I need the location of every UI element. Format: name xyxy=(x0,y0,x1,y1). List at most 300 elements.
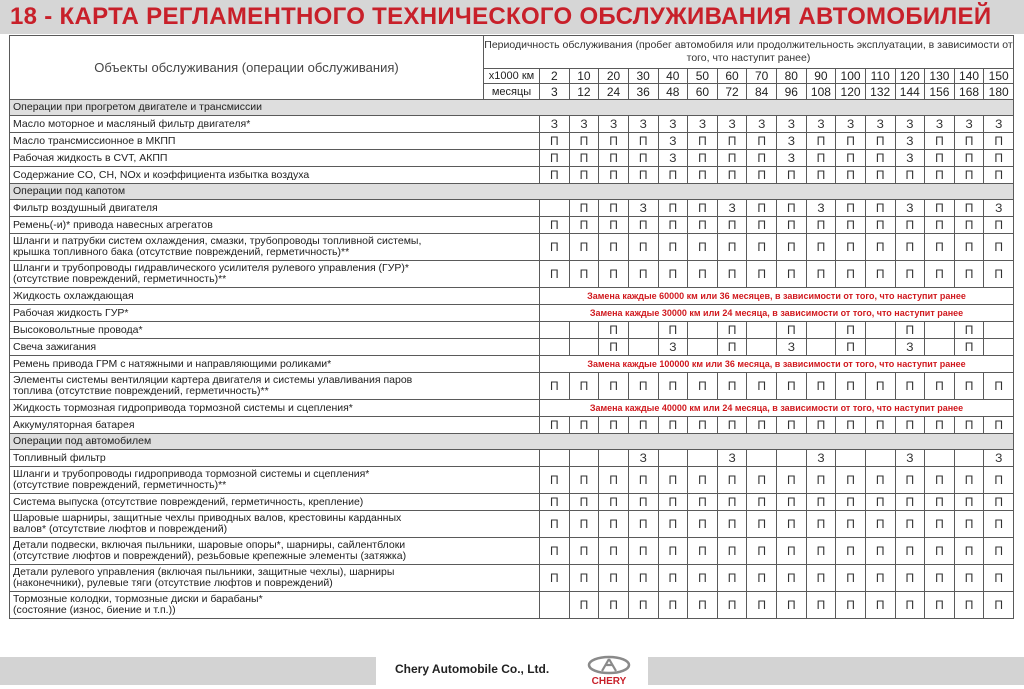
schedule-cell: П xyxy=(925,373,955,400)
schedule-cell: П xyxy=(984,133,1014,150)
schedule-cell: П xyxy=(569,592,599,619)
schedule-cell xyxy=(540,322,570,339)
schedule-cell: З xyxy=(806,116,836,133)
schedule-cell: З xyxy=(658,339,688,356)
operation-label xyxy=(10,288,540,305)
schedule-cell: П xyxy=(925,167,955,184)
schedule-cell: П xyxy=(717,217,747,234)
table-row xyxy=(10,288,1014,305)
schedule-cell: П xyxy=(777,322,807,339)
operation-label xyxy=(10,234,540,261)
operation-label-line1: Ремень(-и)* привода навесных агрегатов xyxy=(13,218,213,231)
schedule-cell: П xyxy=(599,373,629,400)
schedule-cell xyxy=(540,450,570,467)
table-row xyxy=(10,400,1014,417)
schedule-cell: П xyxy=(599,234,629,261)
schedule-cell: П xyxy=(599,339,629,356)
section-row xyxy=(10,184,1014,200)
schedule-cell: П xyxy=(717,339,747,356)
schedule-cell: З xyxy=(717,116,747,133)
schedule-cell xyxy=(925,322,955,339)
schedule-cell: П xyxy=(569,167,599,184)
schedule-cell: П xyxy=(836,467,866,494)
schedule-cell: П xyxy=(925,467,955,494)
schedule-cell: П xyxy=(984,150,1014,167)
schedule-cell: П xyxy=(688,467,718,494)
schedule-cell: П xyxy=(865,217,895,234)
schedule-cell: П xyxy=(688,538,718,565)
table-row xyxy=(10,200,1014,217)
schedule-cell: П xyxy=(954,150,984,167)
schedule-cell: З xyxy=(895,339,925,356)
schedule-cell: П xyxy=(925,494,955,511)
months-value: 36 xyxy=(628,84,658,100)
operation-label-line2: (отсутствие повреждений, герметичность)** xyxy=(13,479,227,491)
schedule-cell: П xyxy=(747,467,777,494)
schedule-cell: П xyxy=(540,417,570,434)
section-label: Операции при прогретом двигателе и трансмиссии xyxy=(10,100,1014,116)
months-value: 96 xyxy=(777,84,807,100)
schedule-cell: П xyxy=(865,467,895,494)
schedule-cell: П xyxy=(984,373,1014,400)
schedule-cell: П xyxy=(628,234,658,261)
schedule-cell: П xyxy=(540,133,570,150)
operation-label-line1: Масло моторное и масляный фильтр двигателя* xyxy=(13,117,251,130)
schedule-cell xyxy=(747,339,777,356)
schedule-cell: П xyxy=(717,167,747,184)
operation-label-line2: крышка топливного бака (отсутствие повреждений, герметичность)** xyxy=(13,246,350,258)
schedule-cell: З xyxy=(895,200,925,217)
schedule-cell: П xyxy=(688,150,718,167)
months-value: 144 xyxy=(895,84,925,100)
schedule-cell: П xyxy=(628,592,658,619)
schedule-cell: П xyxy=(599,150,629,167)
km-value: 70 xyxy=(747,69,777,84)
schedule-cell: П xyxy=(984,494,1014,511)
schedule-cell: П xyxy=(540,167,570,184)
schedule-cell: З xyxy=(865,116,895,133)
schedule-cell: П xyxy=(984,261,1014,288)
schedule-cell xyxy=(628,322,658,339)
schedule-cell: П xyxy=(777,234,807,261)
schedule-cell: П xyxy=(925,417,955,434)
schedule-cell: П xyxy=(599,217,629,234)
operation-label xyxy=(10,261,540,288)
operation-label-line2: (состояние (износ, биение и т.п.)) xyxy=(13,604,176,616)
months-value: 120 xyxy=(836,84,866,100)
schedule-cell: П xyxy=(806,467,836,494)
schedule-cell: П xyxy=(806,261,836,288)
operation-label-line1: Рабочая жидкость ГУР* xyxy=(13,306,129,319)
schedule-cell: П xyxy=(747,592,777,619)
operation-label xyxy=(10,373,540,400)
schedule-cell xyxy=(688,322,718,339)
schedule-cell: П xyxy=(658,565,688,592)
schedule-cell: П xyxy=(806,373,836,400)
schedule-cell: П xyxy=(688,217,718,234)
schedule-cell: П xyxy=(895,538,925,565)
operation-label-line2: (наконечники), рулевые тяги (отсутствие люфтов и повреждений) xyxy=(13,577,333,589)
schedule-cell: З xyxy=(688,116,718,133)
schedule-cell: П xyxy=(777,592,807,619)
table-row xyxy=(10,450,1014,467)
schedule-cell: З xyxy=(628,200,658,217)
schedule-cell: П xyxy=(599,322,629,339)
schedule-cell xyxy=(569,339,599,356)
schedule-cell: П xyxy=(954,373,984,400)
operation-label xyxy=(10,511,540,538)
schedule-cell: П xyxy=(747,133,777,150)
km-value: 30 xyxy=(628,69,658,84)
schedule-cell: П xyxy=(569,494,599,511)
schedule-cell: П xyxy=(954,200,984,217)
schedule-cell: П xyxy=(984,234,1014,261)
km-value: 50 xyxy=(688,69,718,84)
schedule-cell: П xyxy=(747,565,777,592)
schedule-cell: П xyxy=(628,373,658,400)
schedule-cell: П xyxy=(628,538,658,565)
schedule-cell: П xyxy=(599,167,629,184)
schedule-cell: П xyxy=(836,322,866,339)
schedule-cell: П xyxy=(540,467,570,494)
operation-label-line1: Фильтр воздушный двигателя xyxy=(13,201,158,214)
table-row xyxy=(10,417,1014,434)
schedule-cell: П xyxy=(747,261,777,288)
schedule-cell: П xyxy=(747,217,777,234)
table-row xyxy=(10,538,1014,565)
schedule-cell: П xyxy=(747,167,777,184)
schedule-cell: П xyxy=(569,467,599,494)
schedule-cell: П xyxy=(836,200,866,217)
schedule-cell: З xyxy=(569,116,599,133)
schedule-cell xyxy=(540,339,570,356)
replacement-note: Замена каждые 60000 км или 36 месяцев, в зависимости от того, что наступит ранее xyxy=(540,288,1014,305)
months-value: 24 xyxy=(599,84,629,100)
months-value: 48 xyxy=(658,84,688,100)
section-label: Операции под капотом xyxy=(10,184,1014,200)
table-row xyxy=(10,234,1014,261)
operation-label-line1: Шаровые шарниры, защитные чехлы приводных валов, крестовины карданных xyxy=(13,512,402,524)
months-unit-label: месяцы xyxy=(484,84,540,100)
operation-label xyxy=(10,450,540,467)
operation-label xyxy=(10,167,540,184)
schedule-cell: П xyxy=(688,133,718,150)
schedule-cell: П xyxy=(540,234,570,261)
schedule-cell: П xyxy=(836,511,866,538)
schedule-cell: П xyxy=(954,217,984,234)
months-value: 84 xyxy=(747,84,777,100)
schedule-cell: П xyxy=(628,494,658,511)
table-row xyxy=(10,133,1014,150)
schedule-cell: П xyxy=(895,565,925,592)
table-row xyxy=(10,356,1014,373)
km-value: 130 xyxy=(925,69,955,84)
schedule-cell: П xyxy=(895,261,925,288)
schedule-cell: П xyxy=(569,234,599,261)
operation-label xyxy=(10,305,540,322)
schedule-cell: П xyxy=(658,592,688,619)
schedule-cell: П xyxy=(836,217,866,234)
schedule-cell: П xyxy=(599,538,629,565)
schedule-cell: П xyxy=(865,133,895,150)
operation-label-line1: Шланги и трубопроводы гидравлического усилителя рулевого управления (ГУР)* xyxy=(13,262,409,274)
schedule-cell: П xyxy=(747,538,777,565)
table-row xyxy=(10,217,1014,234)
operation-label-line1: Элементы системы вентиляции картера двигателя и системы улавливания паров xyxy=(13,374,413,386)
schedule-cell: П xyxy=(925,538,955,565)
footer-bar-left xyxy=(0,657,376,685)
company-name: Chery Automobile Co., Ltd. xyxy=(395,662,550,676)
table-row xyxy=(10,511,1014,538)
schedule-cell: П xyxy=(540,261,570,288)
operation-label-line2: (отсутствие люфтов и повреждений), резьбовые крепежные элементы (затяжка) xyxy=(13,550,407,562)
maintenance-schedule-table xyxy=(9,35,1014,619)
months-value: 132 xyxy=(865,84,895,100)
logo-text: CHERY xyxy=(591,676,627,687)
schedule-cell: П xyxy=(836,261,866,288)
schedule-cell: П xyxy=(895,322,925,339)
objects-header: Объекты обслуживания (операции обслуживания) xyxy=(10,36,484,100)
schedule-cell: П xyxy=(806,167,836,184)
schedule-cell: П xyxy=(777,467,807,494)
operation-label-line1: Свеча зажигания xyxy=(13,340,97,353)
operation-label-line1: Жидкость охлаждающая xyxy=(13,289,134,302)
schedule-cell: П xyxy=(954,133,984,150)
schedule-cell: П xyxy=(599,200,629,217)
schedule-cell: П xyxy=(777,217,807,234)
schedule-cell: П xyxy=(836,133,866,150)
km-value: 100 xyxy=(836,69,866,84)
schedule-cell: П xyxy=(954,565,984,592)
schedule-cell: П xyxy=(806,511,836,538)
schedule-cell: З xyxy=(777,339,807,356)
schedule-cell: П xyxy=(806,133,836,150)
months-value: 180 xyxy=(984,84,1014,100)
replacement-note: Замена каждые 30000 км или 24 месяца, в зависимости от того, что наступит ранее xyxy=(540,305,1014,322)
schedule-cell: П xyxy=(717,565,747,592)
schedule-cell: П xyxy=(658,167,688,184)
operation-label-line1: Жидкость тормозная гидропривода тормозной системы и сцепления* xyxy=(13,401,353,414)
schedule-cell: П xyxy=(984,467,1014,494)
schedule-cell xyxy=(658,450,688,467)
operation-label-line1: Топливный фильтр xyxy=(13,451,106,464)
schedule-cell xyxy=(925,339,955,356)
schedule-cell: З xyxy=(895,450,925,467)
schedule-cell xyxy=(540,592,570,619)
operation-label xyxy=(10,217,540,234)
schedule-cell: З xyxy=(895,133,925,150)
schedule-cell: П xyxy=(540,373,570,400)
schedule-cell: З xyxy=(806,450,836,467)
schedule-cell: П xyxy=(688,167,718,184)
page-title: 18 - КАРТА РЕГЛАМЕНТНОГО ТЕХНИЧЕСКОГО ОБСЛУЖИВАНИЯ АВТОМОБИЛЕЙ xyxy=(10,3,992,30)
schedule-cell xyxy=(747,450,777,467)
schedule-cell: З xyxy=(984,450,1014,467)
schedule-cell xyxy=(569,322,599,339)
schedule-cell: П xyxy=(836,373,866,400)
km-value: 120 xyxy=(895,69,925,84)
table-row xyxy=(10,150,1014,167)
schedule-cell: П xyxy=(717,417,747,434)
operation-label xyxy=(10,592,540,619)
schedule-cell: П xyxy=(599,511,629,538)
schedule-cell: П xyxy=(836,494,866,511)
operation-label-line1: Содержание CO, CH, NOx и коэффициента избытка воздуха xyxy=(13,168,310,181)
schedule-cell: П xyxy=(717,322,747,339)
schedule-cell xyxy=(599,450,629,467)
schedule-cell: З xyxy=(925,116,955,133)
schedule-cell: З xyxy=(806,200,836,217)
schedule-cell: П xyxy=(688,511,718,538)
schedule-cell: З xyxy=(717,450,747,467)
footer xyxy=(0,654,1024,689)
schedule-cell: П xyxy=(777,200,807,217)
schedule-cell: З xyxy=(984,116,1014,133)
months-value: 3 xyxy=(540,84,570,100)
schedule-cell: З xyxy=(777,116,807,133)
operation-label-line1: Аккумуляторная батарея xyxy=(13,418,135,431)
schedule-cell: П xyxy=(895,592,925,619)
table-row xyxy=(10,373,1014,400)
schedule-cell xyxy=(865,450,895,467)
schedule-cell: П xyxy=(836,565,866,592)
schedule-cell: З xyxy=(954,116,984,133)
schedule-cell: П xyxy=(777,167,807,184)
operation-label xyxy=(10,133,540,150)
schedule-cell: П xyxy=(717,133,747,150)
operation-label xyxy=(10,150,540,167)
schedule-cell: П xyxy=(747,373,777,400)
schedule-cell: П xyxy=(925,565,955,592)
months-value: 108 xyxy=(806,84,836,100)
table-row xyxy=(10,565,1014,592)
schedule-cell: П xyxy=(777,565,807,592)
schedule-cell: П xyxy=(628,511,658,538)
schedule-cell: П xyxy=(806,150,836,167)
schedule-cell: П xyxy=(688,417,718,434)
footer-bar-right xyxy=(648,657,1024,685)
schedule-cell: П xyxy=(895,417,925,434)
replacement-note: Замена каждые 100000 км или 36 месяца, в зависимости от того, что наступит ранее xyxy=(540,356,1014,373)
schedule-cell: П xyxy=(569,200,599,217)
operation-label xyxy=(10,356,540,373)
table-row xyxy=(10,167,1014,184)
schedule-cell: П xyxy=(865,234,895,261)
schedule-cell: П xyxy=(806,565,836,592)
schedule-cell: П xyxy=(984,167,1014,184)
schedule-cell: З xyxy=(895,116,925,133)
operation-label-line1: Тормозные колодки, тормозные диски и барабаны* xyxy=(13,593,263,605)
operation-label xyxy=(10,400,540,417)
schedule-cell: П xyxy=(688,592,718,619)
schedule-cell: П xyxy=(777,538,807,565)
schedule-cell: П xyxy=(984,565,1014,592)
schedule-cell xyxy=(865,322,895,339)
schedule-cell: П xyxy=(836,234,866,261)
schedule-cell: П xyxy=(836,592,866,619)
schedule-cell: П xyxy=(628,261,658,288)
schedule-cell: З xyxy=(658,150,688,167)
schedule-cell: П xyxy=(658,200,688,217)
schedule-cell: П xyxy=(658,494,688,511)
table-row xyxy=(10,261,1014,288)
schedule-cell: З xyxy=(895,150,925,167)
schedule-cell: П xyxy=(865,494,895,511)
schedule-cell xyxy=(925,450,955,467)
schedule-cell: П xyxy=(717,261,747,288)
schedule-cell: П xyxy=(658,234,688,261)
schedule-cell: П xyxy=(954,592,984,619)
schedule-cell: П xyxy=(954,234,984,261)
schedule-cell: П xyxy=(954,511,984,538)
schedule-cell xyxy=(836,450,866,467)
operation-label-line1: Система выпуска (отсутствие повреждений, герметичность, крепление) xyxy=(13,495,364,508)
schedule-cell: П xyxy=(777,417,807,434)
schedule-cell: П xyxy=(777,373,807,400)
schedule-cell: П xyxy=(925,234,955,261)
schedule-cell: П xyxy=(599,467,629,494)
schedule-cell: П xyxy=(599,565,629,592)
operation-label xyxy=(10,322,540,339)
schedule-cell: П xyxy=(717,511,747,538)
schedule-cell: З xyxy=(777,133,807,150)
schedule-cell: П xyxy=(717,592,747,619)
operation-label xyxy=(10,417,540,434)
km-value: 10 xyxy=(569,69,599,84)
schedule-cell: П xyxy=(658,467,688,494)
schedule-cell xyxy=(540,200,570,217)
schedule-cell: П xyxy=(895,234,925,261)
schedule-cell: П xyxy=(540,150,570,167)
km-unit-label: x1000 км xyxy=(484,69,540,84)
operation-label-line1: Шланги и трубопроводы гидропривода тормозной системы и сцепления* xyxy=(13,468,370,480)
schedule-cell: П xyxy=(865,167,895,184)
schedule-cell: П xyxy=(599,417,629,434)
schedule-cell: П xyxy=(717,538,747,565)
schedule-cell: П xyxy=(806,217,836,234)
operation-label xyxy=(10,339,540,356)
km-value: 60 xyxy=(717,69,747,84)
operation-label xyxy=(10,494,540,511)
operation-label-line1: Шланги и патрубки систем охлаждения, смазки, трубопроводы топливной системы, xyxy=(13,235,422,247)
schedule-cell: П xyxy=(628,150,658,167)
schedule-cell: П xyxy=(865,592,895,619)
schedule-cell: П xyxy=(540,494,570,511)
schedule-cell: П xyxy=(628,133,658,150)
schedule-cell: П xyxy=(688,565,718,592)
schedule-cell: П xyxy=(747,511,777,538)
schedule-cell: П xyxy=(658,538,688,565)
km-value: 140 xyxy=(954,69,984,84)
schedule-cell: П xyxy=(688,494,718,511)
schedule-cell xyxy=(628,339,658,356)
schedule-cell: З xyxy=(747,116,777,133)
schedule-cell: З xyxy=(599,116,629,133)
schedule-cell: П xyxy=(865,261,895,288)
schedule-cell: П xyxy=(658,261,688,288)
schedule-cell: П xyxy=(658,417,688,434)
schedule-cell: П xyxy=(628,417,658,434)
schedule-cell: З xyxy=(836,116,866,133)
schedule-cell xyxy=(984,339,1014,356)
schedule-cell: П xyxy=(747,200,777,217)
schedule-cell: З xyxy=(628,116,658,133)
schedule-cell xyxy=(865,339,895,356)
schedule-cell: П xyxy=(836,167,866,184)
section-row xyxy=(10,434,1014,450)
table-row xyxy=(10,467,1014,494)
schedule-cell: П xyxy=(717,494,747,511)
